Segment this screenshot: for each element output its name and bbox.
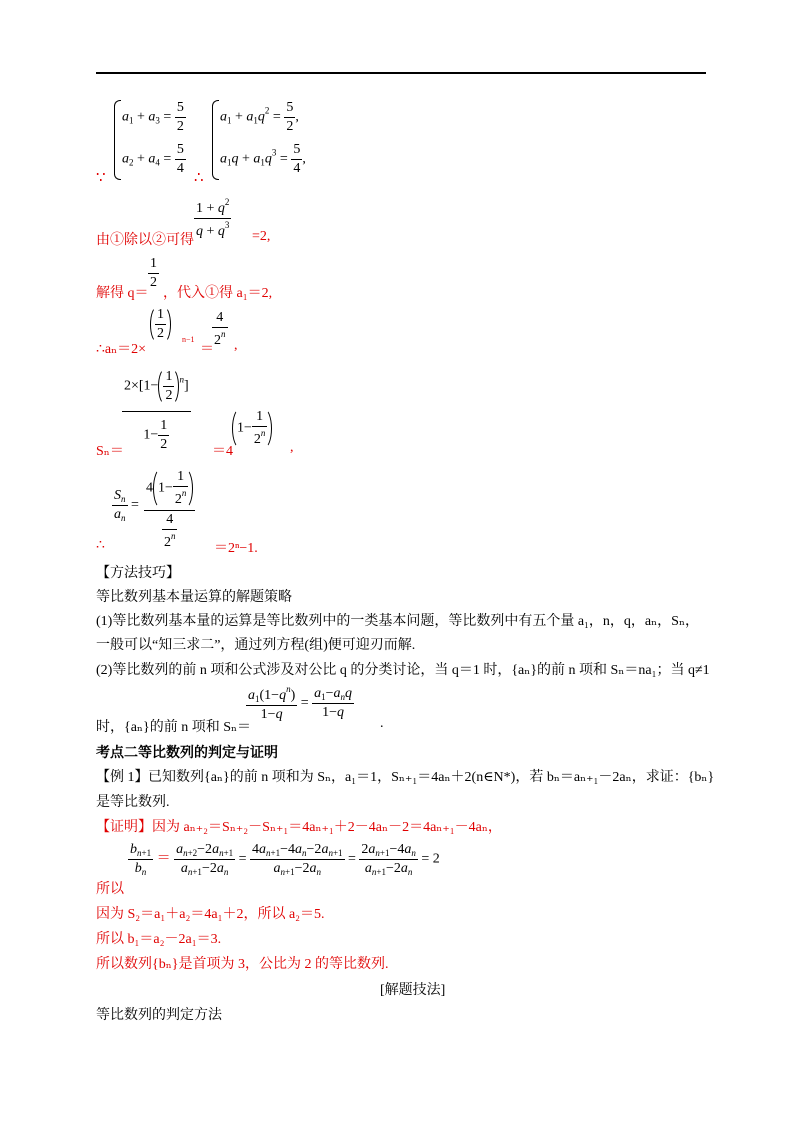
method-heading: [解题技法] bbox=[380, 983, 446, 998]
method-title: 等比数列的判定方法 bbox=[96, 1008, 222, 1023]
system2-brace bbox=[212, 100, 219, 180]
divide-fraction: $\frac{1 + q^2}{q + q^3}$ bbox=[196, 197, 230, 239]
sn-end: , bbox=[290, 440, 294, 455]
system2-eq2: $a_1q + a_1q^3$ = $\frac{5}{4}$ , bbox=[220, 142, 306, 176]
solve-suffix: ，代入①得 a₁＝2, bbox=[163, 286, 273, 301]
an-equals: ＝ bbox=[200, 342, 214, 357]
divide-result: =2, bbox=[252, 229, 271, 244]
tips-p1-line1: (1)等比数列基本量的运算是等比数列中的一类基本问题，等比数列中有五个量 a₁，n，q，aₙ，Sₙ， bbox=[96, 614, 700, 629]
tips-p2-line1: (2)等比数列的前 n 项和公式涉及对公比 q 的分类讨论，当 q＝1 时，{aₙ}的前 n 项和 Sₙ＝na₁；当 q≠1 bbox=[96, 663, 710, 678]
an-half-paren: $\frac{1}{2}$ bbox=[150, 306, 171, 343]
sn-mid: ＝4 bbox=[212, 444, 233, 459]
proof-line4: 所以 b₁＝a₂－2a₁＝3. bbox=[96, 932, 222, 947]
solve-q-fraction: $\frac{1}{2}$ bbox=[150, 256, 157, 290]
ratio-prefix: ∴ bbox=[96, 538, 105, 553]
sn-fraction: 2×[1− $\frac{1}{2}$ $^n$] 1− $\frac{1}{2}$ bbox=[124, 369, 189, 452]
sn-paren: 1− $\frac{1}{2^n}$ bbox=[232, 408, 272, 449]
proof-line3: 因为 S₂＝a₁＋a₂＝4a₁＋2，所以 a₂＝5. bbox=[96, 907, 325, 922]
tips-p2-line2: 时，{aₙ}的前 n 项和 Sₙ＝ bbox=[96, 720, 252, 735]
an-exponent: n−1 bbox=[182, 335, 195, 344]
an-result-fraction: $\frac{4}{2^n}$ bbox=[214, 310, 226, 348]
proof-so: 所以 bbox=[96, 882, 124, 897]
example-line1: 已知数列{aₙ}的前 n 项和为 Sₙ，a₁＝1，Sₙ₊₁＝4aₙ＋2(n∈N*)，若 bₙ＝aₙ₊₁－2aₙ，求证：{bₙ} bbox=[148, 770, 715, 785]
proof-line5: 所以数列{bₙ}是首项为 3，公比为 2 的等比数列. bbox=[96, 957, 389, 972]
proof-ratio-equation: $\frac{b_{n+1}}{b_n}$ ＝ $\frac{a_{n+2}-2a_{n+1}}{a_{n+1}-2a_n}$ = $\frac{4a_{n+1}-4a_n-2a_{n+1}}{a_{n+1}-2a_n}$ = $\frac{2a_{n+1}-4a_n}{a_{n+1}-2a_n}$ = 2 bbox=[130, 842, 440, 877]
system2-eq1: $a_1 + a_1q^2$ = $\frac{5}{2}$ , bbox=[220, 100, 299, 134]
system1-eq1: $a_1 + a_3$ = $\frac{5}{2}$ bbox=[122, 100, 184, 134]
tips-p2-formula: $\frac{a_1(1-q^n)}{1-q}$ = $\frac{a_1-a_nq}{1-q}$ bbox=[248, 684, 353, 722]
example-line2: 是等比数列. bbox=[96, 795, 170, 810]
tips-heading: 【方法技巧】 bbox=[96, 566, 180, 581]
example-label: 【例 1】 bbox=[96, 770, 149, 785]
therefore-symbol-1: ∴ bbox=[194, 170, 204, 186]
solve-prefix: 解得 q＝ bbox=[96, 286, 149, 301]
header-rule bbox=[96, 72, 706, 74]
tips-p2-end: . bbox=[380, 716, 384, 731]
because-symbol: ∵ bbox=[96, 170, 106, 186]
ratio-rhs: 4 1− $\frac{1}{2^n}$ $\frac{4}{2^n}$ bbox=[144, 468, 195, 551]
system1-eq2: $a_2 + a_4$ = $\frac{5}{4}$ bbox=[122, 142, 184, 176]
proof-line1: 【证明】因为 aₙ₊₂＝Sₙ₊₂－Sₙ₊₁＝4aₙ₊₁＋2－4aₙ－2＝4aₙ₊₁－4aₙ， bbox=[96, 820, 502, 835]
system1-brace bbox=[114, 100, 121, 180]
section2-heading: 考点二等比数列的判定与证明 bbox=[96, 746, 278, 761]
tips-title: 等比数列基本量运算的解题策略 bbox=[96, 590, 292, 605]
tips-p1-line2: 一般可以“知三求二”，通过列方程(组)便可迎刃而解. bbox=[96, 638, 416, 653]
an-end: , bbox=[234, 338, 238, 353]
an-prefix: ∴aₙ＝2× bbox=[96, 342, 147, 357]
divide-line-prefix: 由①除以②可得 bbox=[96, 233, 194, 248]
ratio-result: ＝2ⁿ−1. bbox=[214, 541, 258, 556]
sn-prefix: Sₙ＝ bbox=[96, 444, 124, 459]
ratio-lhs: $\frac{S_n}{a_n}$ = bbox=[114, 488, 139, 523]
